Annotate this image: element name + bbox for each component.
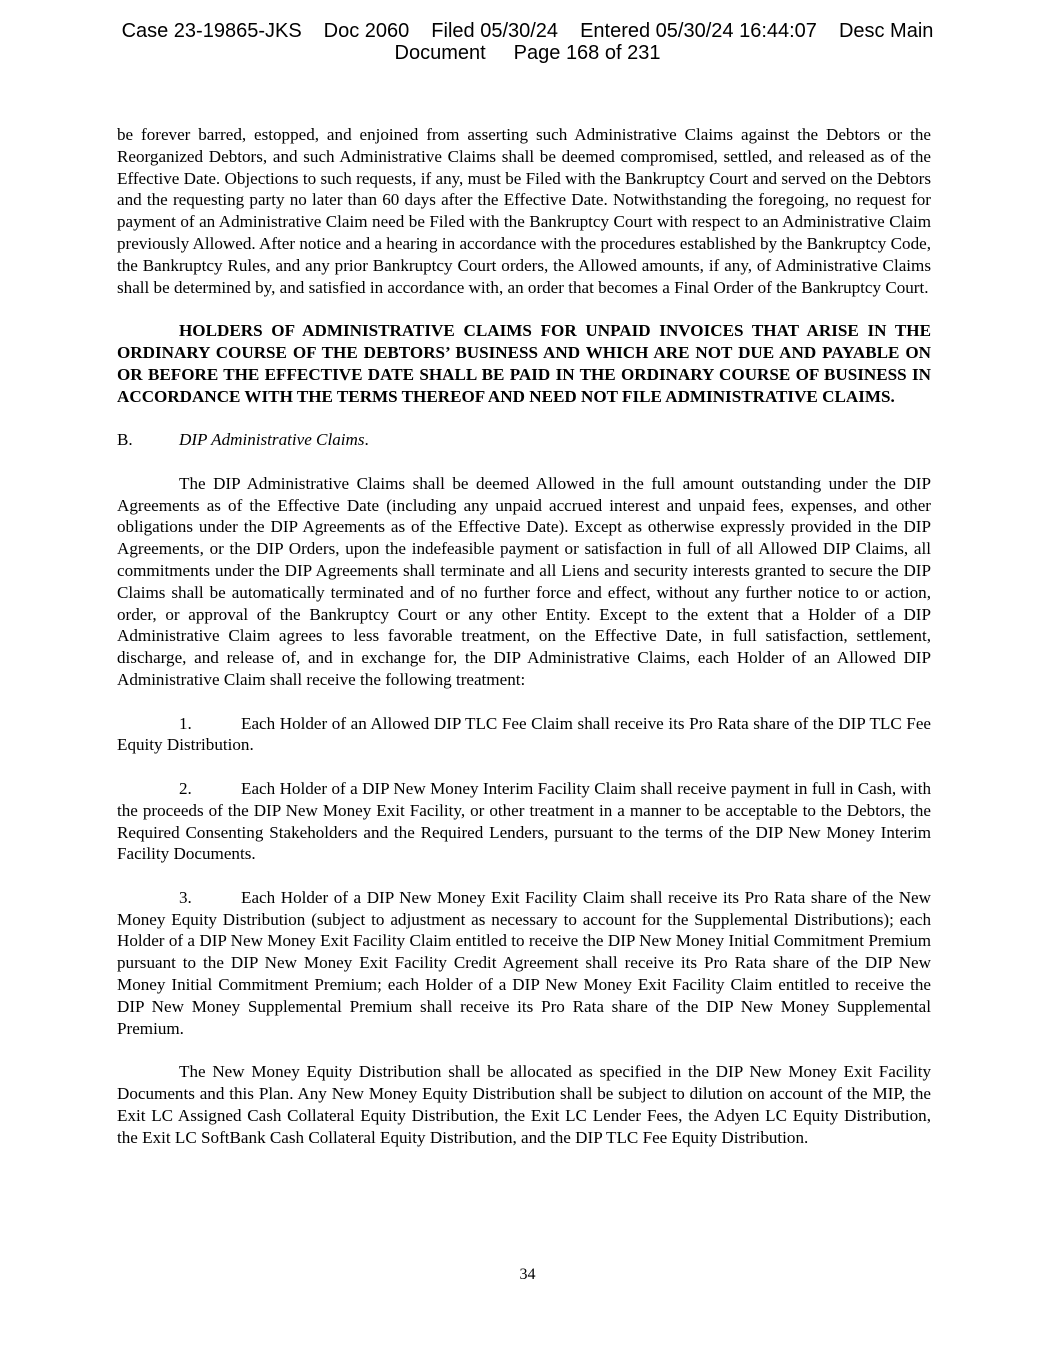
case-number: Case 23-19865-JKS — [121, 20, 302, 42]
paragraph-continuation: be forever barred, estopped, and enjoined from asserting such Administrative Claims against the Debtors or the Reorganized Debtors, and such Administrative Claims shall be deemed compromised, settled, and released as of the Effective Date. Objections to such requests, if any, must be Filed with the Bankruptcy Court and served on the Debtors and the requesting party no later than 60 days after the Effective Date. Notwithstanding the foregoing, no request for payment of an Administrative Claim need be Filed with the Bankruptcy Court with respect to an Administrative Claim previously Allowed. After notice and a hearing in accordance with the procedures established by the Bankruptcy Code, the Bankruptcy Rules, and any prior Bankruptcy Court orders, the Allowed amounts, if any, of Administrative Claims shall be determined by, and satisfied in accordance with, an order that becomes a Final Order of the Bankruptcy Court. — [117, 125, 931, 297]
equity-distribution-paragraph: The New Money Equity Distribution shall be allocated as specified in the DIP New Money Exit Facility Documents and this Plan. Any New Money Equity Distribution shall be subject to dilution on account of the MIP, the Exit LC Assigned Cash Collateral Equity Distribution, the Exit LC Lender Fees, the Adyen LC Equity Distribution, the Exit LC SoftBank Cash Collateral Equity Distribution, and the DIP TLC Fee Equity Distribution. — [117, 1062, 931, 1147]
header-line-2 — [0, 42, 1055, 64]
list-item-2-number: 2. — [179, 778, 192, 798]
document-body — [117, 124, 931, 1170]
doc-number: Doc 2060 — [323, 20, 410, 42]
document-label: Document — [394, 42, 486, 64]
court-filing-header — [0, 20, 1055, 64]
page-number: 34 — [519, 1266, 536, 1283]
dip-claims-paragraph: The DIP Administrative Claims shall be deemed Allowed in the full amount outstanding under the DIP Agreements as of the Effective Date (including any unpaid accrued interest and unpaid fees, expenses, and other obligations under the DIP Agreements as of the Effective Date). Except as otherwise expressly provided in the DIP Agreements, or the DIP Orders, upon the indefeasible payment or satisfaction in full of all Allowed DIP Claims, all commitments under the DIP Agreements shall terminate and all Liens and security interests granted to secure the DIP Claims shall be automatically terminated and of no further force and effect, without any further notice to or action, order, or approval of the Bankruptcy Court or any other Entity. Except to the extent that a Holder of a DIP Administrative Claim agrees to less favorable treatment, on the Effective Date, in full satisfaction, settlement, discharge, and release of, and in exchange for, the DIP Administrative Claims, each Holder of an Allowed DIP Administrative Claim shall receive the following treatment: — [117, 473, 931, 689]
list-item-1-number: 1. — [179, 713, 192, 733]
section-b-title: DIP Administrative Claims — [179, 430, 365, 450]
section-b-period: . — [364, 430, 369, 450]
entered-date: Entered 05/30/24 16:44:07 — [580, 20, 817, 42]
description: Desc Main — [838, 20, 934, 42]
section-b-heading — [117, 429, 931, 451]
list-item-2 — [117, 778, 931, 865]
list-item-2-text: Each Holder of a DIP New Money Interim Facility Claim shall receive payment in full in Cash, with the proceeds of the DIP New Money Exit Facility, or other treatment in a manner to be acceptable to the Debtors, the Required Consenting Stakeholders and the Required Lenders, pursuant to the terms of the DIP New Money Interim Facility Documents. — [117, 778, 931, 864]
page-of-total: Page 168 of 231 — [513, 42, 661, 64]
filed-date: Filed 05/30/24 — [431, 20, 559, 42]
list-item-3-text: Each Holder of a DIP New Money Exit Facility Claim shall receive its Pro Rata share of the New Money Equity Distribution (subject to adjustment as necessary to account for the Supplemental Distributions); each Holder of a DIP New Money Exit Facility Claim entitled to receive the DIP New Money Initial Commitment Premium pursuant to the DIP New Money Exit Facility Credit Agreement shall receive its Pro Rata share of the DIP New Money Initial Commitment Premium; each Holder of a DIP New Money Exit Facility Claim entitled to receive the DIP New Money Supplemental Premium shall receive its Pro Rata share of the DIP New Money Supplemental Premium. — [117, 887, 931, 1038]
bold-notice-paragraph: HOLDERS OF ADMINISTRATIVE CLAIMS FOR UNPAID INVOICES THAT ARISE IN THE ORDINARY COURSE OF THE DEBTORS’ BUSINESS AND WHICH ARE NOT DUE AND PAYABLE ON OR BEFORE THE EFFECTIVE DATE SHALL BE PAID IN THE ORDINARY COURSE OF BUSINESS IN ACCORDANCE WITH THE TERMS THEREOF AND NEED NOT FILE ADMINISTRATIVE CLAIMS. — [117, 321, 931, 406]
list-item-3-number: 3. — [179, 887, 192, 907]
list-item-1 — [117, 713, 931, 757]
section-b-label: B. — [117, 430, 133, 450]
list-item-1-text: Each Holder of an Allowed DIP TLC Fee Claim shall receive its Pro Rata share of the DIP TLC Fee Equity Distribution. — [117, 713, 931, 755]
header-line-1 — [0, 20, 1055, 42]
list-item-3 — [117, 887, 931, 1040]
